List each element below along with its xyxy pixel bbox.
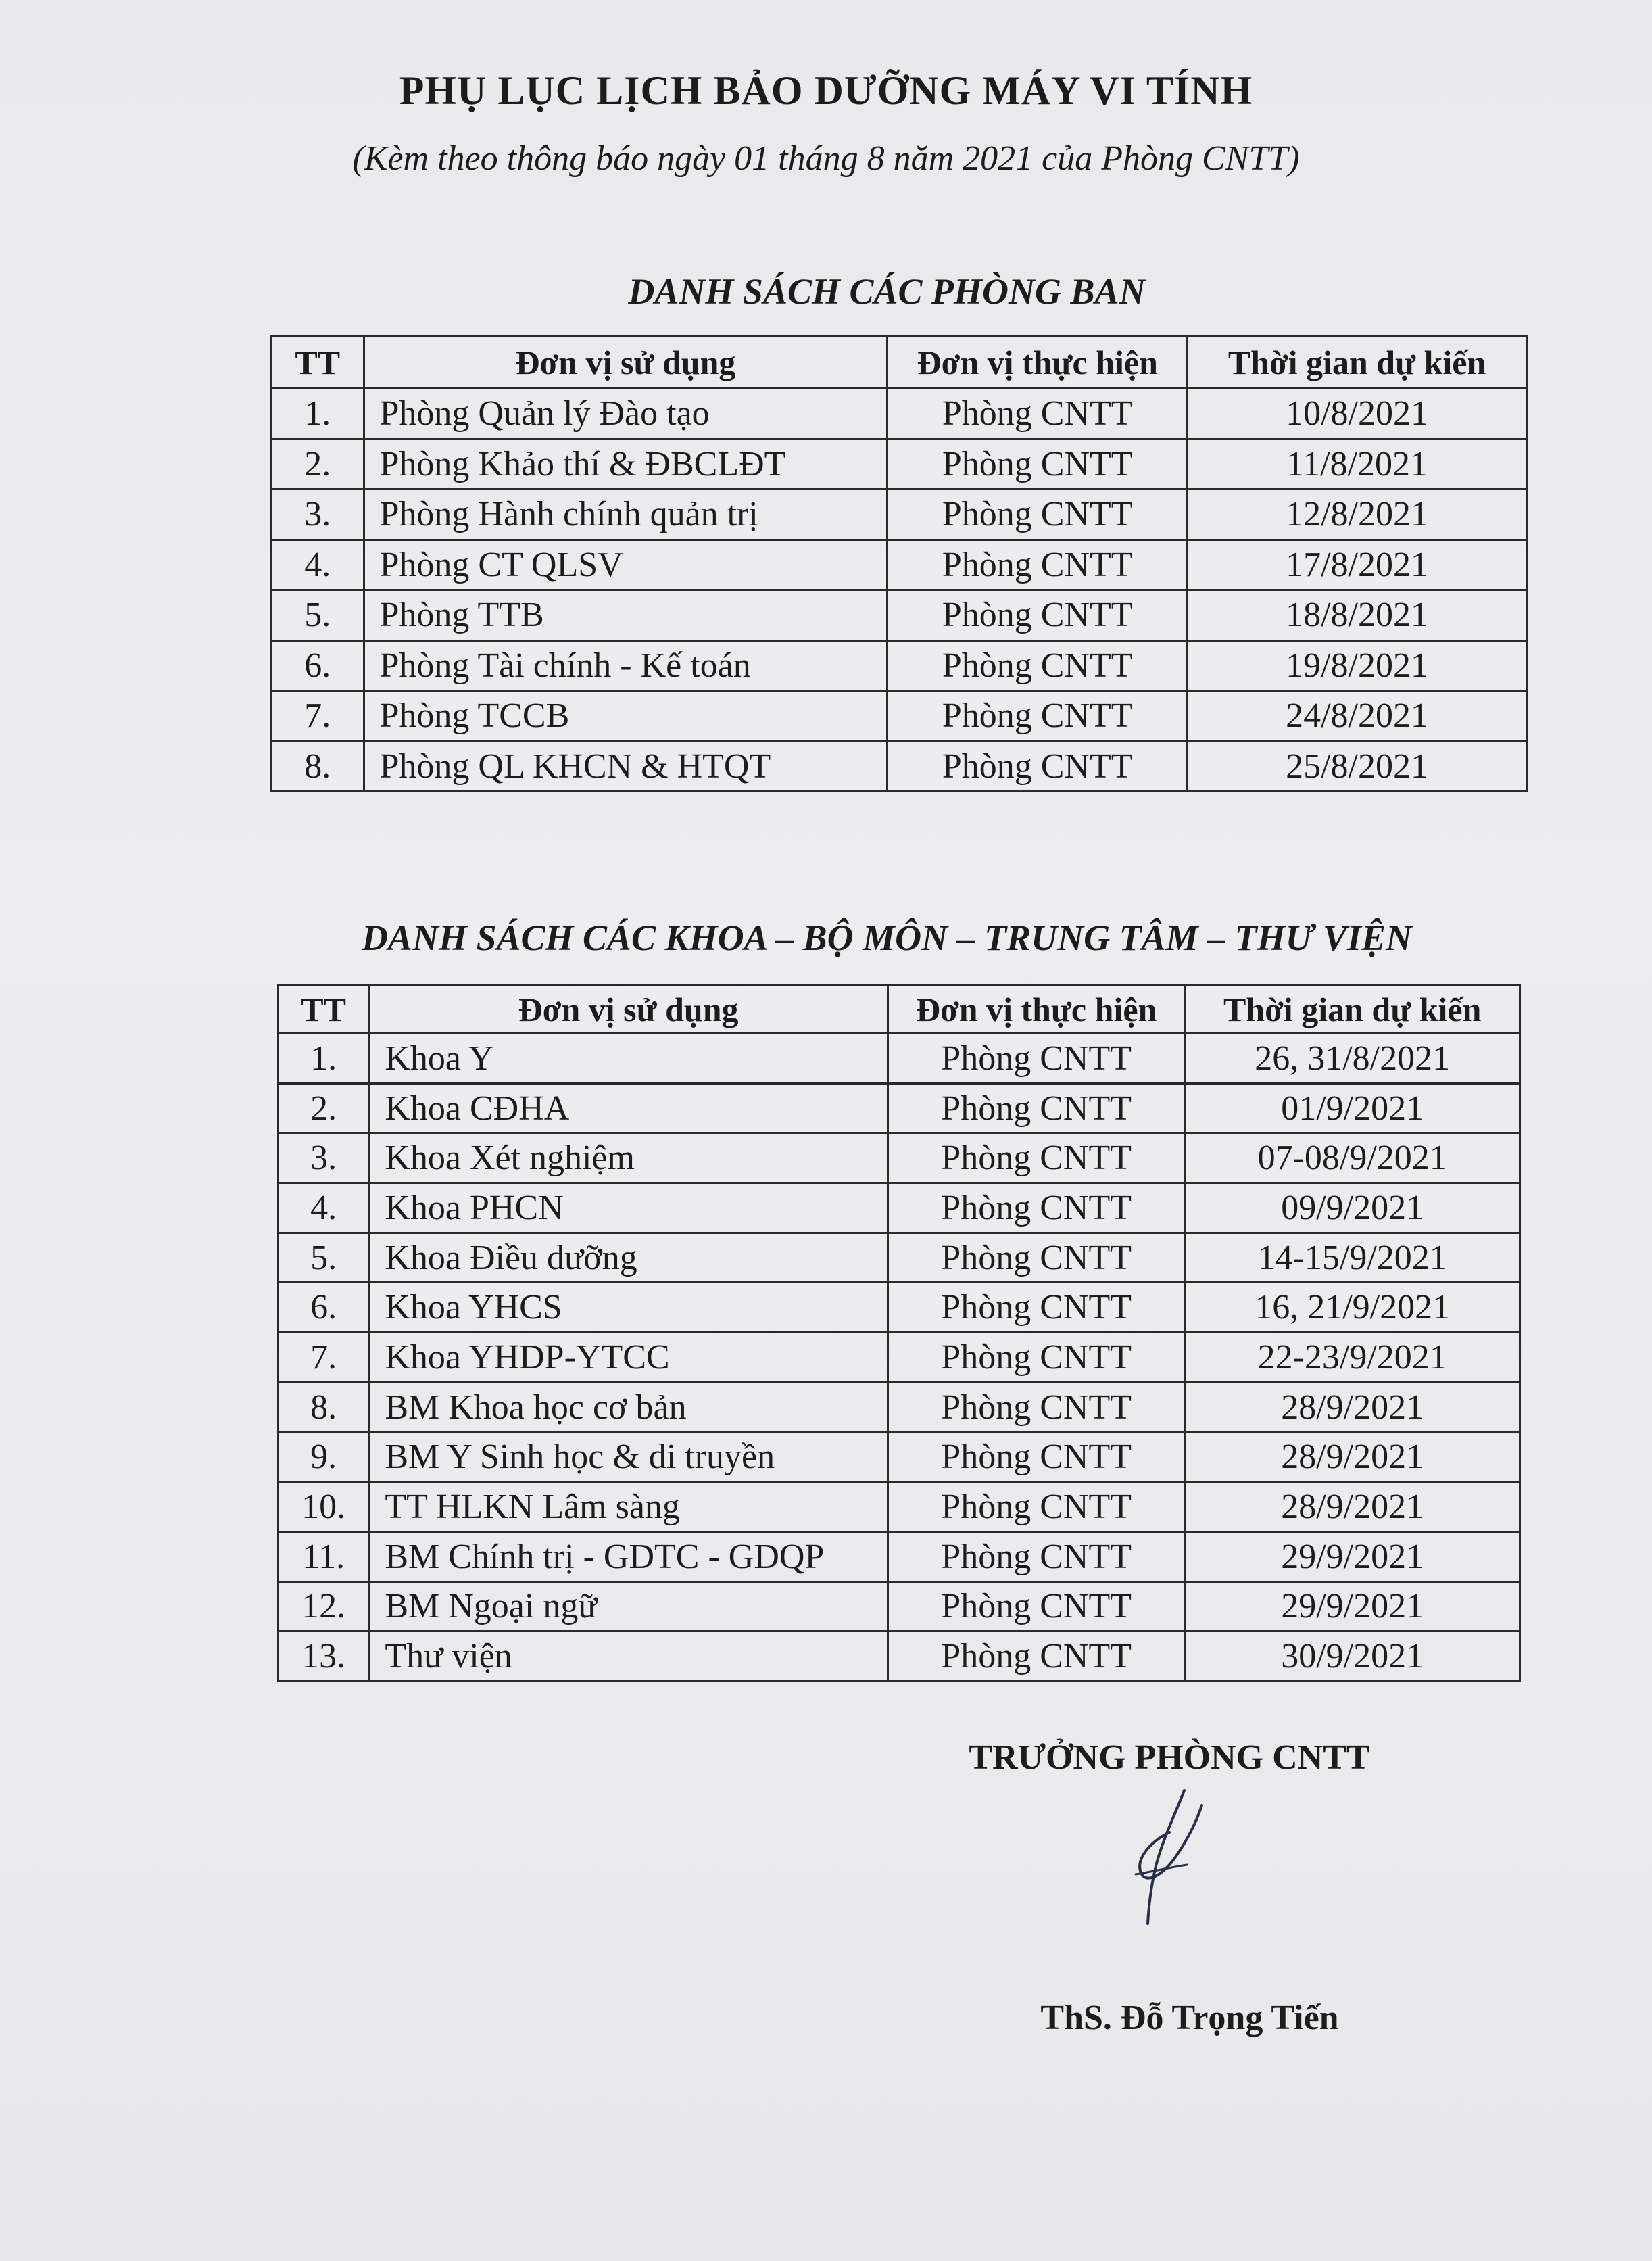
table-row [278, 1283, 1520, 1333]
cell-unit: Khoa Điều dưỡng [369, 1233, 888, 1283]
cell-tt: 10. [278, 1482, 369, 1532]
table-row [278, 1482, 1520, 1532]
cell-exec: Phòng CNTT [888, 439, 1188, 490]
cell-exec: Phòng CNTT [888, 1531, 1184, 1581]
cell-unit: Phòng Quản lý Đào tạo [364, 389, 888, 439]
cell-tt: 6. [278, 1283, 369, 1333]
cell-exec: Phòng CNTT [888, 1183, 1184, 1233]
cell-date: 30/9/2021 [1185, 1632, 1520, 1682]
section-title-departments: DANH SÁCH CÁC PHÒNG BAN [628, 271, 1146, 312]
cell-exec: Phòng CNTT [888, 1632, 1184, 1682]
cell-exec: Phòng CNTT [888, 1133, 1184, 1183]
cell-exec: Phòng CNTT [888, 590, 1188, 641]
table-row [272, 590, 1527, 641]
header-tt: TT [278, 985, 369, 1034]
cell-date: 17/8/2021 [1188, 540, 1527, 590]
cell-date: 07-08/9/2021 [1185, 1133, 1520, 1183]
cell-date: 25/8/2021 [1188, 741, 1527, 792]
table-row [272, 490, 1527, 540]
cell-exec: Phòng CNTT [888, 1083, 1184, 1133]
table-row [278, 1333, 1520, 1383]
section-title-faculties: DANH SÁCH CÁC KHOA – BỘ MÔN – TRUNG TÂM – THƯ VIỆN [361, 918, 1413, 958]
cell-unit: Khoa CĐHA [369, 1083, 888, 1133]
header-exec: Đơn vị thực hiện [888, 336, 1188, 389]
table-row [272, 439, 1527, 490]
cell-exec: Phòng CNTT [888, 1382, 1184, 1432]
cell-date: 29/9/2021 [1185, 1581, 1520, 1632]
cell-date: 12/8/2021 [1188, 490, 1527, 540]
cell-tt: 2. [278, 1083, 369, 1133]
document-title: PHỤ LỤC LỊCH BẢO DƯỠNG MÁY VI TÍNH [399, 68, 1253, 113]
cell-date: 10/8/2021 [1188, 389, 1527, 439]
cell-tt: 1. [272, 389, 364, 439]
cell-exec: Phòng CNTT [888, 1333, 1184, 1383]
table-row [278, 1432, 1520, 1482]
header-date: Thời gian dự kiến [1185, 985, 1520, 1034]
cell-tt: 7. [278, 1333, 369, 1383]
cell-unit: Phòng TCCB [364, 691, 888, 742]
table-row [272, 691, 1527, 742]
cell-exec: Phòng CNTT [888, 389, 1188, 439]
cell-date: 22-23/9/2021 [1185, 1333, 1520, 1383]
cell-unit: BM Ngoại ngữ [369, 1581, 888, 1632]
cell-date: 19/8/2021 [1188, 640, 1527, 691]
cell-tt: 1. [278, 1034, 369, 1084]
cell-unit: Phòng Khảo thí & ĐBCLĐT [364, 439, 888, 490]
table-row [272, 741, 1527, 792]
cell-date: 28/9/2021 [1185, 1482, 1520, 1532]
cell-tt: 13. [278, 1632, 369, 1682]
table-row [278, 1581, 1520, 1632]
cell-date: 16, 21/9/2021 [1185, 1283, 1520, 1333]
cell-exec: Phòng CNTT [888, 540, 1188, 590]
cell-unit: BM Khoa học cơ bản [369, 1382, 888, 1432]
cell-date: 11/8/2021 [1188, 439, 1527, 490]
cell-exec: Phòng CNTT [888, 1432, 1184, 1482]
cell-unit: Khoa Xét nghiệm [369, 1133, 888, 1183]
cell-unit: Phòng TTB [364, 590, 888, 641]
cell-tt: 8. [278, 1382, 369, 1432]
cell-unit: Khoa PHCN [369, 1183, 888, 1233]
cell-tt: 9. [278, 1432, 369, 1482]
handwritten-signature [1122, 1785, 1217, 1934]
header-exec: Đơn vị thực hiện [888, 985, 1184, 1034]
cell-date: 01/9/2021 [1185, 1083, 1520, 1133]
cell-exec: Phòng CNTT [888, 1283, 1184, 1333]
table-row [272, 540, 1527, 590]
cell-unit: TT HLKN Lâm sàng [369, 1482, 888, 1532]
header-unit: Đơn vị sử dụng [364, 336, 888, 389]
cell-unit: Khoa YHDP-YTCC [369, 1333, 888, 1383]
cell-date: 28/9/2021 [1185, 1432, 1520, 1482]
cell-exec: Phòng CNTT [888, 741, 1188, 792]
cell-exec: Phòng CNTT [888, 1581, 1184, 1632]
cell-tt: 11. [278, 1531, 369, 1581]
cell-exec: Phòng CNTT [888, 1034, 1184, 1084]
cell-tt: 5. [272, 590, 364, 641]
header-unit: Đơn vị sử dụng [369, 985, 888, 1034]
cell-tt: 2. [272, 439, 364, 490]
cell-unit: BM Chính trị - GDTC - GDQP [369, 1531, 888, 1581]
cell-unit: Phòng Tài chính - Kế toán [364, 640, 888, 691]
header-date: Thời gian dự kiến [1188, 336, 1527, 389]
table-row [272, 640, 1527, 691]
signatory-name: ThS. Đỗ Trọng Tiến [1040, 1999, 1339, 2037]
cell-unit: Phòng QL KHCN & HTQT [364, 741, 888, 792]
faculties-schedule-table [277, 984, 1521, 1682]
cell-tt: 3. [272, 490, 364, 540]
cell-exec: Phòng CNTT [888, 1233, 1184, 1283]
cell-tt: 8. [272, 741, 364, 792]
cell-tt: 4. [278, 1183, 369, 1233]
cell-exec: Phòng CNTT [888, 1482, 1184, 1532]
table-row [278, 1183, 1520, 1233]
table-header-row [272, 336, 1527, 389]
cell-unit: Khoa YHCS [369, 1283, 888, 1333]
table-row [278, 1133, 1520, 1183]
table-header-row [278, 985, 1520, 1034]
cell-date: 24/8/2021 [1188, 691, 1527, 742]
cell-date: 14-15/9/2021 [1185, 1233, 1520, 1283]
table-row [278, 1531, 1520, 1581]
table-row [272, 389, 1527, 439]
signatory-role: TRƯỞNG PHÒNG CNTT [969, 1738, 1370, 1777]
cell-exec: Phòng CNTT [888, 640, 1188, 691]
cell-tt: 3. [278, 1133, 369, 1183]
cell-tt: 12. [278, 1581, 369, 1632]
cell-exec: Phòng CNTT [888, 490, 1188, 540]
document-subtitle: (Kèm theo thông báo ngày 01 tháng 8 năm 2021 của Phòng CNTT) [352, 139, 1300, 178]
departments-schedule-table [270, 335, 1528, 792]
cell-tt: 6. [272, 640, 364, 691]
table-row [278, 1632, 1520, 1682]
header-tt: TT [272, 336, 364, 389]
cell-unit: Phòng Hành chính quản trị [364, 490, 888, 540]
cell-unit: Thư viện [369, 1632, 888, 1682]
cell-tt: 4. [272, 540, 364, 590]
cell-exec: Phòng CNTT [888, 691, 1188, 742]
table-row [278, 1083, 1520, 1133]
cell-unit: Phòng CT QLSV [364, 540, 888, 590]
cell-tt: 5. [278, 1233, 369, 1283]
table-row [278, 1233, 1520, 1283]
cell-tt: 7. [272, 691, 364, 742]
cell-unit: Khoa Y [369, 1034, 888, 1084]
table-row [278, 1034, 1520, 1084]
cell-date: 18/8/2021 [1188, 590, 1527, 641]
cell-date: 28/9/2021 [1185, 1382, 1520, 1432]
table-row [278, 1382, 1520, 1432]
cell-unit: BM Y Sinh học & di truyền [369, 1432, 888, 1482]
cell-date: 29/9/2021 [1185, 1531, 1520, 1581]
cell-date: 26, 31/8/2021 [1185, 1034, 1520, 1084]
cell-date: 09/9/2021 [1185, 1183, 1520, 1233]
